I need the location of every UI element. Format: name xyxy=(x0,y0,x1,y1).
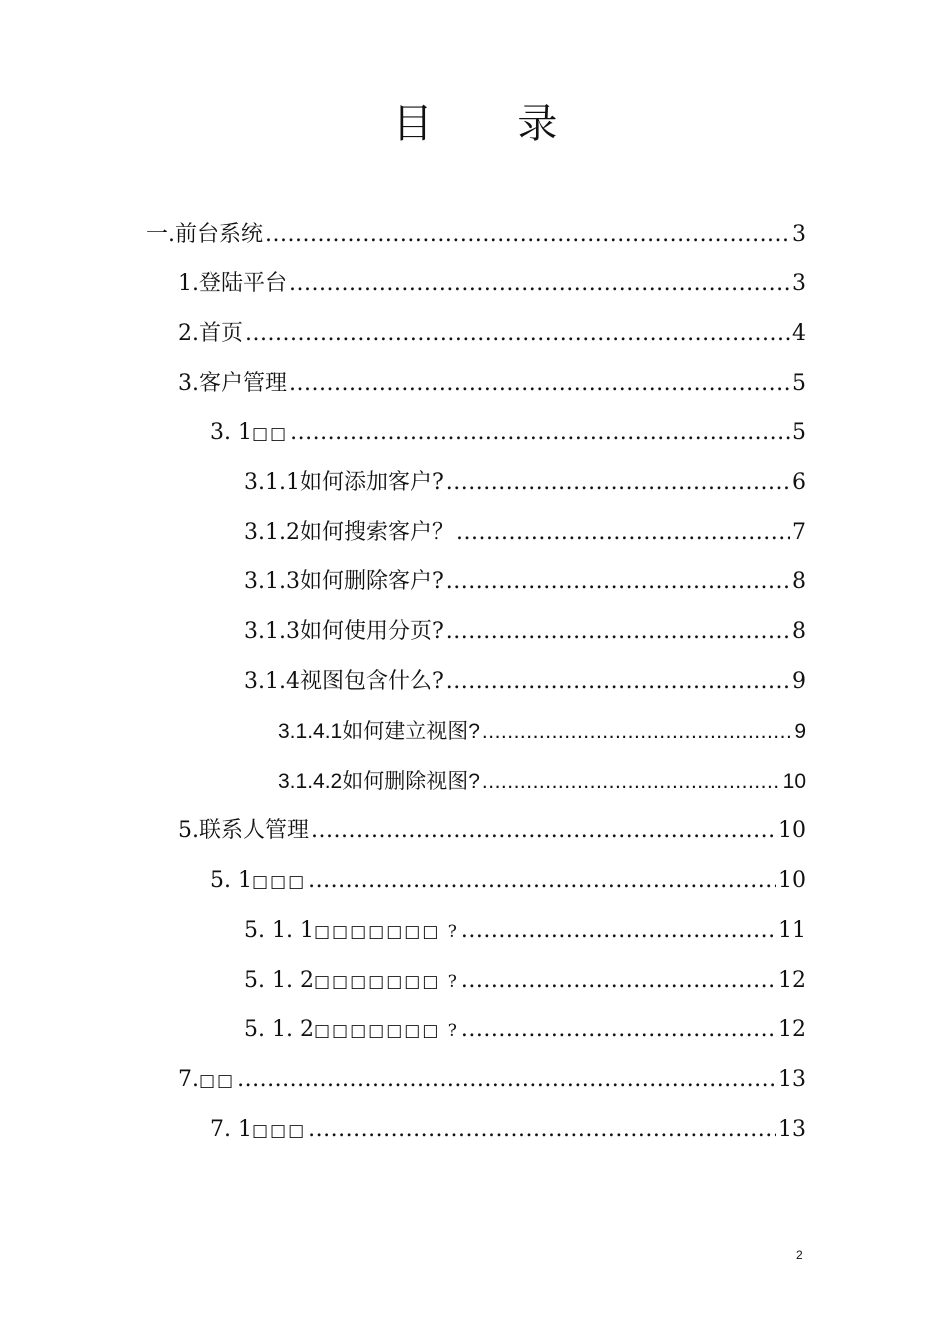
toc-entry-number: 5. 1. 2 xyxy=(244,1017,314,1042)
toc-entry-number: 1. xyxy=(178,271,199,296)
toc-entry-number: 3.1.4.1 xyxy=(278,720,343,743)
toc-entry-number: 3.1.1 xyxy=(244,470,300,495)
toc-entry-title: 如何搜索客户？ xyxy=(299,520,454,545)
toc-entry-5-1-1[interactable] xyxy=(244,914,806,948)
toc-entry-3-1[interactable] xyxy=(210,416,806,450)
toc-entry-search-customer[interactable] xyxy=(244,516,806,550)
toc-entry-title: 如何删除客户? xyxy=(299,569,444,594)
toc-leader-dots xyxy=(446,466,790,500)
toc-leader-dots xyxy=(461,964,776,998)
toc-entry-page: 11 xyxy=(778,918,806,943)
toc-entry-title: 如何建立视图? xyxy=(342,720,480,743)
toc-entry-page: 10 xyxy=(782,770,806,793)
toc-entry-page: 4 xyxy=(792,321,806,346)
toc-entry-delete-customer[interactable] xyxy=(244,565,806,599)
toc-entry-5-1[interactable] xyxy=(210,864,806,898)
toc-entry-number: 5. 1. 2 xyxy=(244,968,314,993)
toc-entry-number: 一. xyxy=(146,222,175,247)
toc-entry-page: 3 xyxy=(792,271,806,296)
toc-entry-page: 6 xyxy=(792,470,806,495)
toc-entry-number: 5. xyxy=(178,818,199,843)
toc-entry-5-1-2-a[interactable] xyxy=(244,964,806,998)
page-title: 目 录 xyxy=(392,101,594,147)
toc-entry-number: 3. 1 xyxy=(210,420,252,445)
toc-entry-page: 10 xyxy=(778,868,806,893)
toc-entry-use-pagination[interactable] xyxy=(244,615,806,649)
toc-entry-frontend-system[interactable] xyxy=(146,218,806,252)
toc-entry-number: 2. xyxy=(178,321,199,346)
toc-entry-title: 如何添加客户? xyxy=(299,470,444,495)
toc-leader-dots xyxy=(237,1063,776,1097)
toc-entry-page: 13 xyxy=(778,1067,806,1092)
toc-entry-page: 7 xyxy=(792,520,806,545)
toc-entry-page: 13 xyxy=(778,1117,806,1142)
toc-leader-dots xyxy=(289,367,790,401)
toc-entry-page: 5 xyxy=(792,420,806,445)
toc-entry-view-contents[interactable] xyxy=(244,665,806,699)
toc-entry-number: 3. xyxy=(178,371,199,396)
toc-entry-page: 12 xyxy=(778,1017,806,1042)
page-number: 2 xyxy=(796,1248,803,1262)
toc-leader-dots xyxy=(290,416,790,450)
toc-entry-title: □□□□□□□ ? xyxy=(313,1021,459,1041)
toc-entry-home[interactable] xyxy=(178,317,806,351)
toc-leader-dots xyxy=(482,715,792,749)
toc-entry-number: 5. 1. 1 xyxy=(244,918,314,943)
toc-entry-number: 5. 1 xyxy=(210,868,252,893)
toc-entry-title: □□□ xyxy=(251,1121,307,1141)
toc-entry-number: 3.1.3 xyxy=(244,569,300,594)
toc-entry-delete-view[interactable] xyxy=(278,765,806,799)
toc-leader-dots xyxy=(311,814,776,848)
toc-entry-7[interactable] xyxy=(178,1063,806,1097)
toc-entry-number: 3.1.4 xyxy=(244,669,300,694)
toc-entry-title: 联系人管理 xyxy=(199,818,310,843)
toc-entry-title: □□□ xyxy=(251,872,307,892)
toc-entry-page: 12 xyxy=(778,968,806,993)
toc-entry-page: 5 xyxy=(792,371,806,396)
toc-entry-contact-management[interactable] xyxy=(178,814,806,848)
toc-entry-title: 前台系统 xyxy=(175,222,264,247)
toc-leader-dots xyxy=(308,864,776,898)
toc-entry-7-1[interactable] xyxy=(210,1113,806,1147)
toc-leader-dots xyxy=(456,516,790,550)
toc-entry-title: 如何删除视图? xyxy=(342,770,480,793)
toc-leader-dots xyxy=(461,914,776,948)
toc-entry-customer-management[interactable] xyxy=(178,367,806,401)
toc-entry-title: 视图包含什么? xyxy=(299,669,444,694)
toc-entry-page: 8 xyxy=(792,619,806,644)
toc-leader-dots xyxy=(446,565,790,599)
toc-leader-dots xyxy=(308,1113,776,1147)
toc-entry-title: □□ xyxy=(251,424,289,444)
toc-entry-page: 3 xyxy=(792,222,806,247)
toc-leader-dots xyxy=(461,1013,776,1047)
toc-entry-number: 7. xyxy=(178,1067,199,1092)
toc-entry-number: 3.1.4.2 xyxy=(278,770,343,793)
toc-entry-login-platform[interactable] xyxy=(178,267,806,301)
toc-entry-title: 登陆平台 xyxy=(199,271,288,296)
toc-entry-create-view[interactable] xyxy=(278,715,806,749)
toc-entry-number: 3.1.2 xyxy=(244,520,300,545)
toc-entry-page: 10 xyxy=(778,818,806,843)
toc-entry-title: □□□□□□□ ? xyxy=(313,972,459,992)
toc-leader-dots xyxy=(265,218,790,252)
toc-entry-page: 9 xyxy=(792,669,806,694)
toc-entry-page: 9 xyxy=(794,720,806,743)
toc-entry-title: 如何使用分页? xyxy=(299,619,444,644)
toc-entry-title: 客户管理 xyxy=(199,371,288,396)
toc-entry-title: □□□□□□□ ? xyxy=(313,922,459,942)
toc-entry-5-1-2-b[interactable] xyxy=(244,1013,806,1047)
toc-leader-dots xyxy=(289,267,790,301)
toc-entry-number: 3.1.3 xyxy=(244,619,300,644)
toc-leader-dots xyxy=(446,665,790,699)
toc-entry-add-customer[interactable] xyxy=(244,466,806,500)
toc-entry-title: 首页 xyxy=(199,321,244,346)
toc-leader-dots xyxy=(245,317,790,351)
toc-leader-dots xyxy=(482,765,781,799)
toc-entry-number: 7. 1 xyxy=(210,1117,252,1142)
toc-leader-dots xyxy=(446,615,790,649)
toc-entry-page: 8 xyxy=(792,569,806,594)
toc-entry-title: □□ xyxy=(199,1071,236,1091)
